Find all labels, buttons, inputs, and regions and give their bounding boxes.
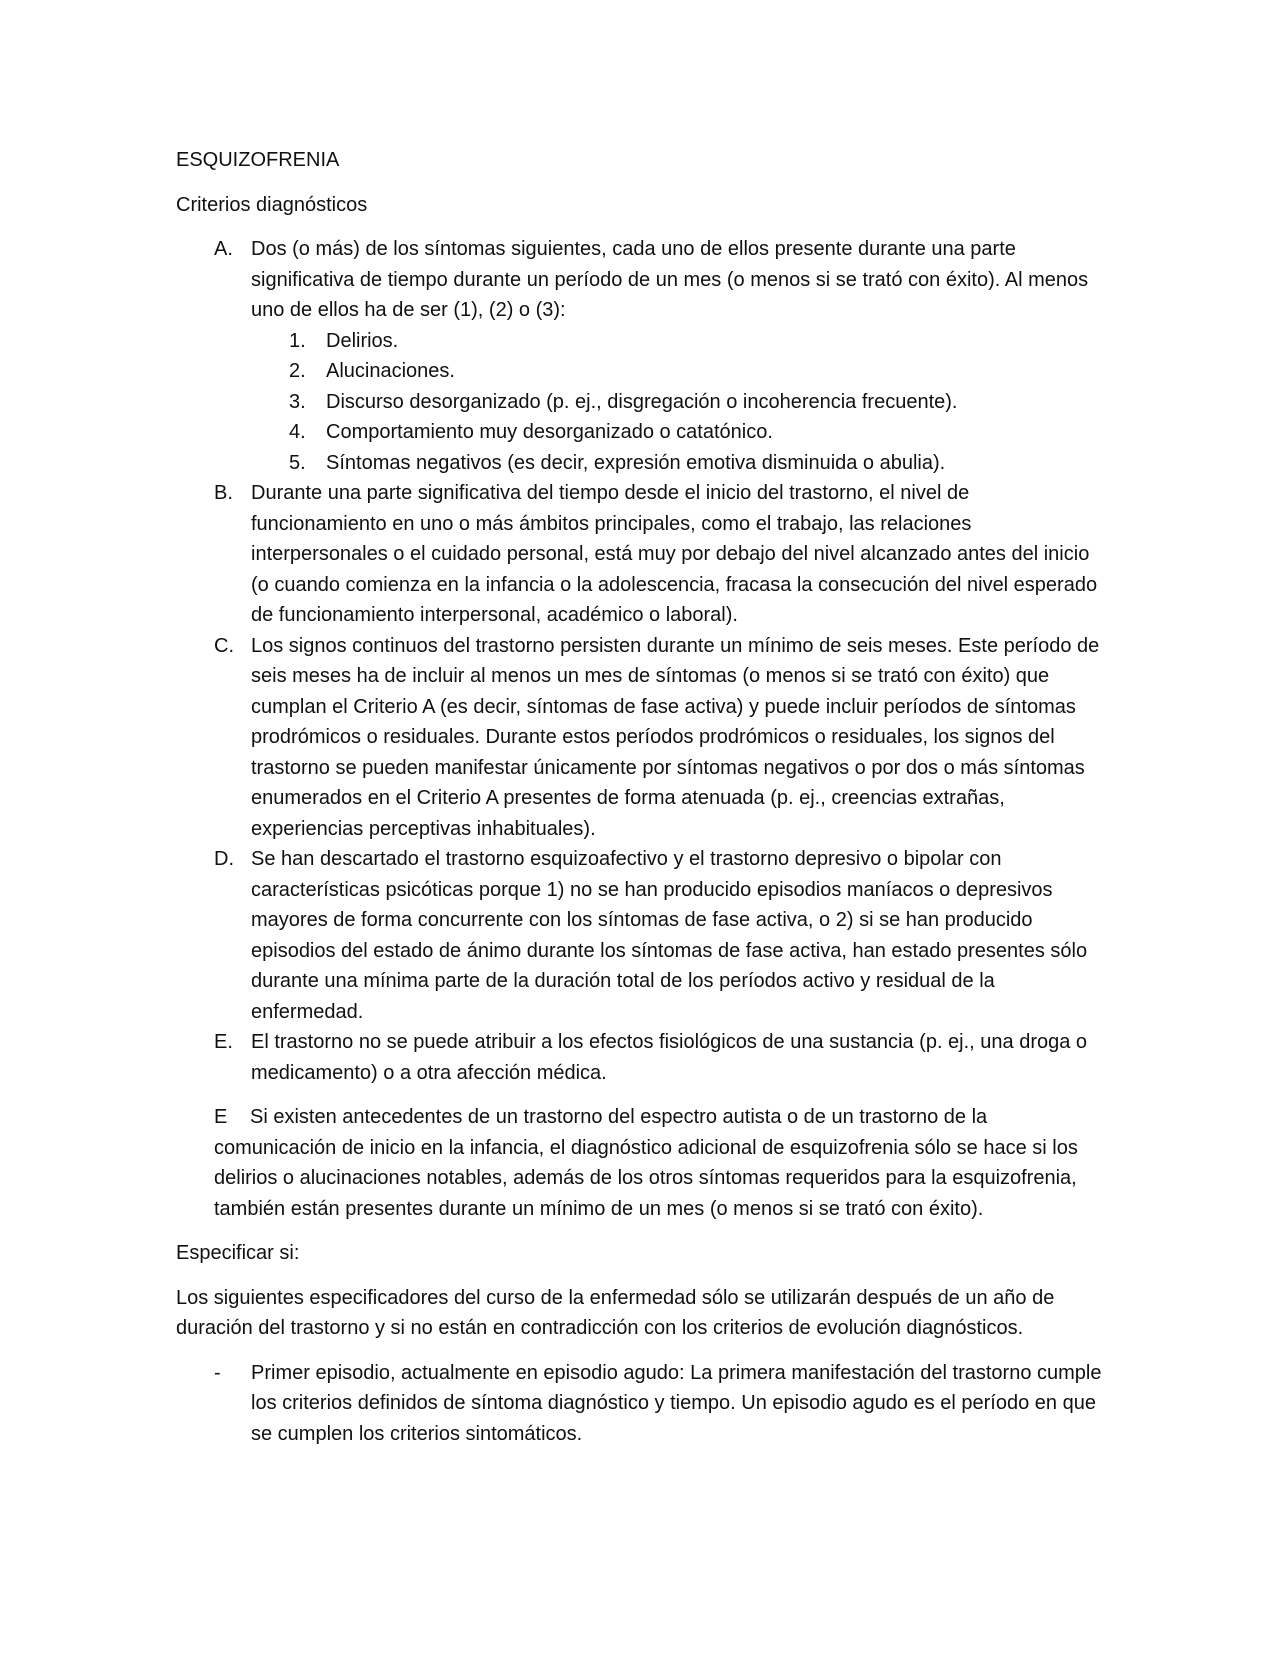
document-title: ESQUIZOFRENIA: [176, 149, 340, 171]
criterion-letter: E.: [214, 1031, 233, 1053]
criterion-text: Durante una parte significativa del tiempo desde el inicio del trastorno, el nivel de funcionamiento en uno o más ámbitos principales, como el trabajo, las relaciones interpersonales o el cuidado personal, está muy por debajo del nivel alcanzado antes del inicio (o cuando comienza en la infancia o la adolescencia, fracasa la consecución del nivel esperado de funcionamiento interpersonal, académico o laboral).: [251, 482, 1098, 626]
specifier-list: [176, 1358, 1106, 1450]
criterion-f: [214, 1102, 1106, 1224]
specifier-item: [176, 1358, 1106, 1450]
criterion-text: El trastorno no se puede atribuir a los efectos fisiológicos de una sustancia (p. ej., una droga o medicamento) o a otra afección médica.: [251, 1031, 1088, 1084]
symptom-number: 3.: [289, 390, 306, 413]
criterion-d: [176, 844, 1106, 1027]
criterion-letter: B.: [214, 482, 233, 504]
symptom-text: Comportamiento muy desorganizado o catatónico.: [326, 421, 773, 443]
symptom-list: [251, 326, 1106, 479]
symptom-text: Delirios.: [326, 329, 399, 352]
specify-label: Especificar si:: [176, 1242, 300, 1264]
symptom-item: [251, 356, 1106, 387]
symptom-text: Alucinaciones.: [326, 360, 455, 382]
symptom-text: Discurso desorganizado (p. ej., disgregación o incoherencia frecuente).: [326, 390, 958, 413]
symptom-item: [251, 326, 1106, 357]
symptom-item: [251, 448, 1106, 479]
symptom-item: [251, 417, 1106, 448]
document-page: [176, 145, 1106, 1449]
symptom-number: 2.: [289, 360, 306, 382]
symptom-number: 4.: [289, 421, 306, 443]
criterion-letter: D.: [214, 848, 234, 870]
criterion-b: [176, 478, 1106, 631]
criterion-text: Dos (o más) de los síntomas siguientes, cada uno de ellos presente durante una parte significativa de tiempo durante un período de un mes (o menos si se trató con éxito). Al menos uno de ellos ha de ser (1), (2) o (3):: [251, 238, 1089, 321]
criterion-letter: E: [214, 1106, 228, 1128]
symptom-number: 5.: [289, 451, 306, 474]
symptom-number: 1.: [289, 329, 306, 352]
section-subtitle: Criterios diagnósticos: [176, 193, 368, 216]
criterion-text: Los signos continuos del trastorno persisten durante un mínimo de seis meses. Este período de seis meses ha de incluir al menos un mes de síntomas (o menos si se trató con éxito) que cumplan el Criterio A (es decir, síntomas de fase activa) y puede incluir períodos de síntomas prodrómicos o residuales. Durante estos períodos prodrómicos o residuales, los signos del trastorno se pueden manifestar únicamente por síntomas negativos o por dos o más síntomas enumerados en el Criterio A presentes de forma atenuada (p. ej., creencias extrañas, experiencias perceptivas inhabituales).: [251, 634, 1100, 840]
dash-bullet: -: [214, 1361, 221, 1384]
criterion-a: [176, 234, 1106, 478]
criterion-e: [176, 1027, 1106, 1088]
criterion-letter: A.: [214, 238, 233, 260]
symptom-text: Síntomas negativos (es decir, expresión emotiva disminuida o abulia).: [326, 451, 946, 474]
course-intro-paragraph: Los siguientes especificadores del curso de la enfermedad sólo se utilizarán después de un año de duración del trastorno y si no están en contradicción con los criterios de evolución diagnósticos.: [176, 1286, 1055, 1339]
criterion-text: Si existen antecedentes de un trastorno del espectro autista o de un trastorno de la comunicación de inicio en la infancia, el diagnóstico adicional de esquizofrenia sólo se hace si los delirios o alucinaciones notables, además de los otros síntomas requeridos para la esquizofrenia, también están presentes durante un mínimo de un mes (o menos si se trató con éxito).: [214, 1106, 1078, 1220]
symptom-item: [251, 387, 1106, 418]
specifier-text: Primer episodio, actualmente en episodio agudo: La primera manifestación del trastorno cumple los criterios definidos de síntoma diagnóstico y tiempo. Un episodio agudo es el período en que se cumplen los criterios sintomáticos.: [251, 1361, 1102, 1445]
criterion-letter: C.: [214, 634, 234, 657]
criterion-c: [176, 631, 1106, 845]
criteria-list: [176, 234, 1106, 1088]
criterion-text: Se han descartado el trastorno esquizoafectivo y el trastorno depresivo o bipolar con características psicóticas porque 1) no se han producido episodios maníacos o depresivos mayores de forma concurrente con los síntomas de fase activa, o 2) si se han producido episodios del estado de ánimo durante los síntomas de fase activa, han estado presentes sólo durante una mínima parte de la duración total de los períodos activo y residual de la enfermedad.: [251, 848, 1088, 1023]
